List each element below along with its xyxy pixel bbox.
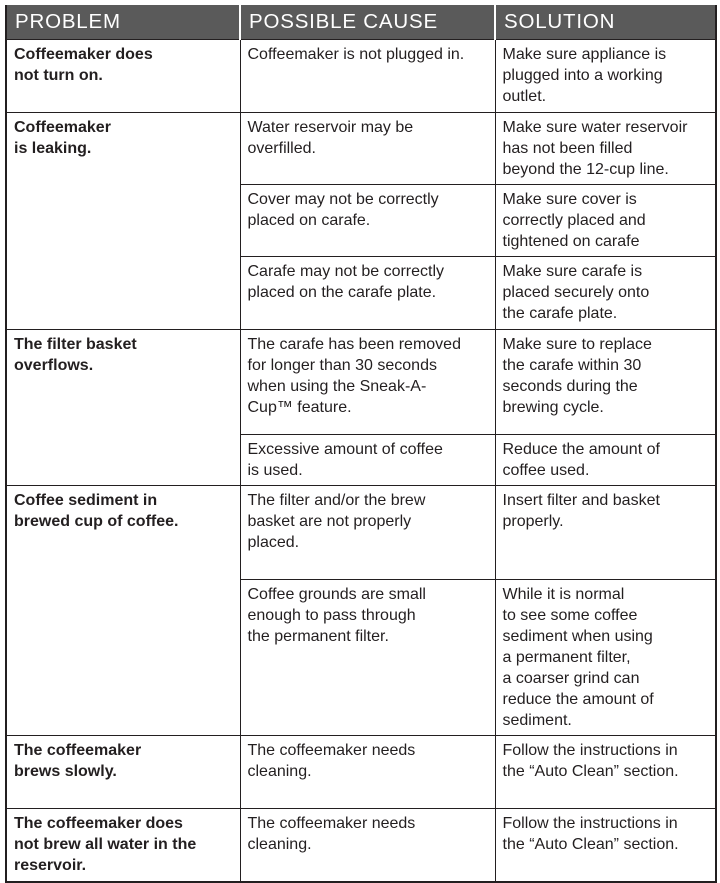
text-line: is used.	[247, 462, 303, 479]
solution-cell	[495, 809, 716, 882]
table-header	[6, 5, 716, 40]
text-line: The coffeemaker needs	[247, 742, 416, 759]
text-line: Carafe may not be correctly	[247, 263, 445, 280]
solution-cell	[495, 113, 716, 185]
text-line: the carafe plate.	[502, 305, 618, 322]
table-row	[6, 40, 716, 113]
problem-cell	[6, 736, 240, 809]
text-line: overflows.	[14, 357, 94, 374]
text-line: Insert filter and basket	[502, 492, 660, 509]
cause-cell	[240, 185, 495, 257]
problem-cell	[6, 330, 240, 486]
cause-cell	[240, 257, 495, 330]
text-line: not turn on.	[14, 67, 103, 84]
text-line: Coffeemaker	[14, 119, 111, 136]
text-line: The coffeemaker needs	[247, 815, 416, 832]
text-line: brewing cycle.	[502, 399, 604, 416]
cause-cell	[240, 580, 495, 736]
header-problem: PROBLEM	[6, 5, 240, 40]
text-line: Make sure to replace	[502, 336, 652, 353]
text-line: overfilled.	[247, 140, 316, 157]
solution-cell	[495, 486, 716, 580]
cause-cell	[240, 486, 495, 580]
header-possible-cause: POSSIBLE CAUSE	[240, 5, 495, 40]
text-line: tightened on carafe	[502, 233, 640, 250]
text-line: The filter and/or the brew	[247, 492, 426, 509]
text-line: Reduce the amount of	[502, 441, 660, 458]
text-line: reduce the amount of	[502, 691, 654, 708]
text-line: Follow the instructions in	[502, 815, 678, 832]
text-line: Coffeemaker does	[14, 46, 153, 63]
text-line: the “Auto Clean” section.	[502, 763, 679, 780]
text-line: Follow the instructions in	[502, 742, 678, 759]
text-line: outlet.	[502, 88, 547, 105]
text-line: Cover may not be correctly	[247, 191, 439, 208]
text-line: Make sure appliance is	[502, 46, 667, 63]
text-line: The filter basket	[14, 336, 137, 353]
text-line: Coffee sediment in	[14, 492, 158, 509]
text-line: brews slowly.	[14, 763, 117, 780]
text-line: coffee used.	[502, 462, 590, 479]
text-line: a coarser grind can	[502, 670, 640, 687]
text-line: The coffeemaker does	[14, 815, 183, 832]
cause-cell	[240, 330, 495, 435]
text-line: the “Auto Clean” section.	[502, 836, 679, 853]
text-line: Water reservoir may be	[247, 119, 414, 136]
cause-cell	[240, 113, 495, 185]
text-line: Make sure carafe is	[502, 263, 643, 280]
problem-cell	[6, 40, 240, 113]
text-line: the permanent filter.	[247, 628, 389, 645]
text-line: Make sure water reservoir	[502, 119, 688, 136]
text-line: properly.	[502, 513, 564, 530]
text-line: placed.	[247, 534, 300, 551]
table-row	[6, 113, 716, 185]
text-line: is leaking.	[14, 140, 92, 157]
text-line: Make sure cover is	[502, 191, 637, 208]
problem-cell	[6, 809, 240, 882]
text-line: placed securely onto	[502, 284, 650, 301]
table-row	[6, 330, 716, 435]
solution-cell	[495, 185, 716, 257]
text-line: to see some coffee	[502, 607, 638, 624]
solution-cell	[495, 257, 716, 330]
solution-cell	[495, 40, 716, 113]
text-line: Excessive amount of coffee	[247, 441, 443, 458]
text-line: Coffeemaker is not plugged in.	[247, 46, 465, 63]
text-line: The coffeemaker	[14, 742, 142, 759]
text-line: for longer than 30 seconds	[247, 357, 437, 374]
header-solution: SOLUTION	[495, 5, 716, 40]
text-line: placed on carafe.	[247, 212, 371, 229]
text-line: the carafe within 30	[502, 357, 642, 374]
text-line: cleaning.	[247, 763, 312, 780]
text-line: Cup™ feature.	[247, 399, 352, 416]
problem-cell	[6, 113, 240, 330]
table-row	[6, 486, 716, 580]
problem-cell	[6, 486, 240, 736]
solution-cell	[495, 330, 716, 435]
table-row	[6, 736, 716, 809]
solution-cell	[495, 435, 716, 486]
text-line: sediment when using	[502, 628, 653, 645]
troubleshooting-table	[5, 5, 717, 883]
solution-cell	[495, 736, 716, 809]
text-line: seconds during the	[502, 378, 638, 395]
text-line: not brew all water in the	[14, 836, 197, 853]
text-line: basket are not properly	[247, 513, 412, 530]
text-line: a permanent filter,	[502, 649, 631, 666]
text-line: has not been filled	[502, 140, 633, 157]
text-line: enough to pass through	[247, 607, 416, 624]
text-line: The carafe has been removed	[247, 336, 461, 353]
text-line: sediment.	[502, 712, 572, 729]
cause-cell	[240, 809, 495, 882]
text-line: While it is normal	[502, 586, 625, 603]
text-line: plugged into a working	[502, 67, 663, 84]
text-line: brewed cup of coffee.	[14, 513, 179, 530]
cause-cell	[240, 40, 495, 113]
table-row	[6, 809, 716, 882]
solution-cell	[495, 580, 716, 736]
text-line: correctly placed and	[502, 212, 646, 229]
text-line: Coffee grounds are small	[247, 586, 426, 603]
text-line: when using the Sneak-A-	[247, 378, 427, 395]
text-line: placed on the carafe plate.	[247, 284, 437, 301]
table-body	[6, 40, 716, 882]
text-line: reservoir.	[14, 857, 87, 874]
text-line: cleaning.	[247, 836, 312, 853]
text-line: beyond the 12-cup line.	[502, 161, 669, 178]
cause-cell	[240, 736, 495, 809]
cause-cell	[240, 435, 495, 486]
